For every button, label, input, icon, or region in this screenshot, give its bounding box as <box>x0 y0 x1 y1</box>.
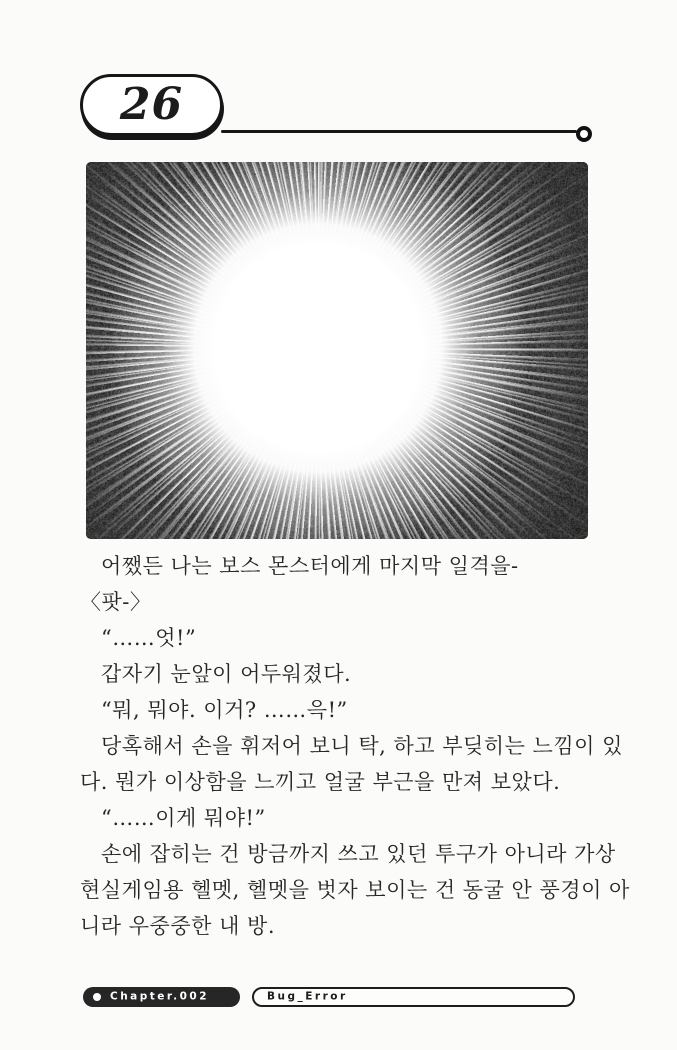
page-number-badge <box>80 74 223 136</box>
story-line: 손에 잡히는 건 방금까지 쓰고 있던 투구가 아니라 가상 <box>101 842 616 866</box>
story-line: 니라 우중중한 내 방. <box>80 914 275 938</box>
light-burst-illustration <box>86 162 588 539</box>
page-number: 26 <box>119 78 184 130</box>
story-line: 현실게임용 헬멧, 헬멧을 벗자 보이는 건 동굴 안 풍경이 아 <box>80 878 630 902</box>
burst-glow-core <box>86 162 588 539</box>
chapter-badge <box>83 987 240 1007</box>
story-line: “……엇!” <box>101 626 197 650</box>
section-badge <box>252 987 575 1007</box>
story-text <box>80 548 630 944</box>
story-line: 다. 뭔가 이상함을 느끼고 얼굴 부근을 만져 보았다. <box>80 770 561 794</box>
story-line: 당혹해서 손을 휘저어 보니 탁, 하고 부딪히는 느낌이 있 <box>101 734 623 758</box>
story-line: 갑자기 눈앞이 어두워졌다. <box>101 662 352 686</box>
bullet-circle-icon <box>93 993 101 1001</box>
header-rule <box>221 130 577 133</box>
story-line: 〈팟-〉 <box>80 590 152 614</box>
story-line: 어쨌든 나는 보스 몬스터에게 마지막 일격을- <box>101 554 519 578</box>
story-line: “……이게 뭐야!” <box>101 806 266 830</box>
header-rule-end-ring-icon <box>576 126 592 142</box>
chapter-label: Chapter.002 <box>110 990 210 1003</box>
story-line: “뭐, 뭐야. 이거? ……윽!” <box>101 698 348 722</box>
section-label: Bug_Error <box>267 990 348 1003</box>
